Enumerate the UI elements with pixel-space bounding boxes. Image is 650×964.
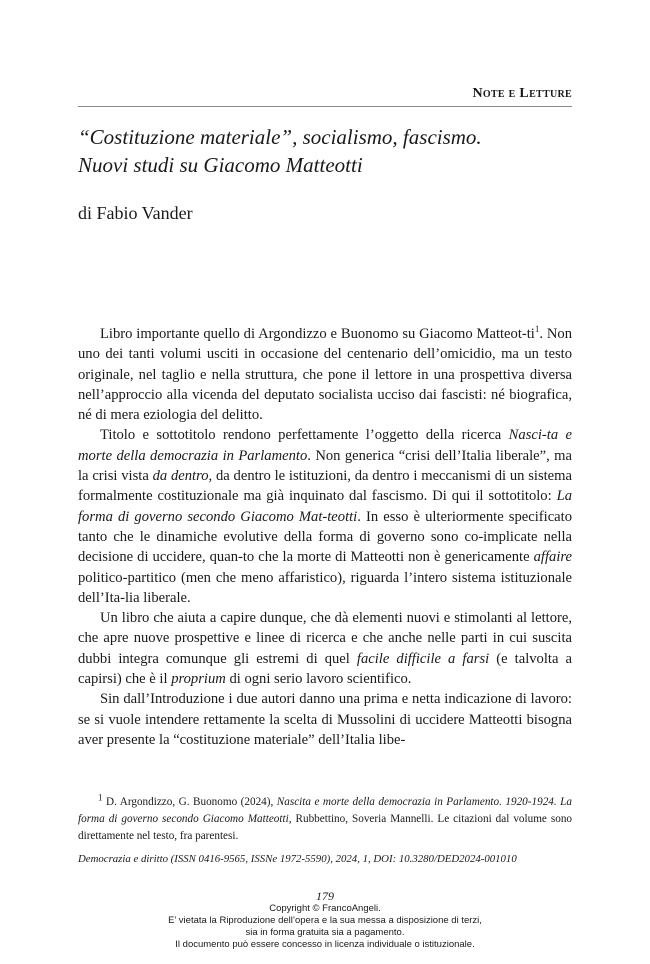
p1-text-a: Libro importante quello di Argondizzo e Buonomo su Giacomo Matteot-ti: [100, 326, 535, 342]
p2-italic-da-dentro: da dentro: [152, 468, 209, 485]
paragraph-3: [78, 608, 572, 689]
copyright-notice: [0, 903, 650, 951]
footnote-text-b: , Rubbettino, Soveria Mannelli. Le citazioni dal volume sono direttamente nel testo, fra parentesi.: [78, 813, 573, 842]
p3-text-b: (e talvolta a capirsi) che è il: [78, 650, 572, 688]
p2-text-c: , da dentro le istituzioni, da dentro i meccanismi di un sistema formalmente costituzionale ma già inquinato dal fascismo. Di qui il sottotitolo:: [78, 468, 572, 505]
section-header: Note e Letture: [472, 86, 572, 101]
p3-italic-proprium: proprium: [171, 671, 226, 688]
copyright-line-4: Il documento può essere concesso in licenza individuale o istituzionale.: [175, 939, 475, 950]
footnote: [78, 794, 572, 845]
p3-text-c: di ogni serio lavoro scientifico.: [225, 671, 412, 688]
copyright-line-1: Copyright © FrancoAngeli.: [269, 903, 381, 914]
footnote-number: 1: [98, 792, 103, 803]
p3-italic-facile: facile difficile a farsi: [356, 650, 490, 667]
footnote-text-a: D. Argondizzo, G. Buonomo (2024),: [106, 796, 277, 808]
article-body: [78, 324, 572, 750]
copyright-line-2: E’ vietata la Riproduzione dell’opera e la sua messa a disposizione di terzi,: [168, 915, 482, 926]
p2-italic-affaire: affaire: [533, 549, 572, 566]
footnote-book-title: Nascita e morte della democrazia in Parlamento. 1920-1924. La forma di governo secondo Giacomo Matteotti: [78, 796, 572, 825]
paragraph-1: [78, 324, 572, 425]
paragraph-4: Sin dall’Introduzione i due autori danno una prima e netta indicazione di lavoro: se si vuole intendere rettamente la scelta di Mussolini di uccidere Matteotti bisogna aver presente la “costituzione materiale” dell’Italia libe-: [78, 691, 572, 748]
page-number: 179: [316, 889, 334, 903]
copyright-line-3: sia in forma gratuita sia a pagamento.: [245, 927, 405, 938]
p2-text-a: Titolo e sottotitolo rendono perfettamente l’oggetto della ricerca: [100, 427, 509, 444]
header-divider: [78, 106, 572, 107]
title-line-1: “Costituzione materiale”, socialismo, fascismo.: [78, 125, 482, 149]
paragraph-2: [78, 425, 572, 608]
p2-text-b: . Non generica “crisi dell’Italia liberale”, ma la crisi vista: [78, 447, 572, 485]
title-line-2: Nuovi studi su Giacomo Matteotti: [78, 153, 363, 177]
p2-text-d: . In esso è ulteriormente specificato tanto che le dinamiche evolutive della forma di governo sono co-implicate nella decisione di uccidere, quan-to che la morte di Matteotti non è genericamente: [78, 508, 572, 566]
p1-text-b: . Non uno dei tanti volumi usciti in occasione del centenario dell’omicidio, ma un testo originale, nel taglio e nella struttura, che pone il lettore in una prospettiva diversa nell’approccio alla vicenda del deputato socialista ucciso dai fascisti: né biografica, né di mera eziologia del delitto.: [78, 326, 572, 424]
p3-text-a: Un libro che aiuta a capire dunque, che dà elementi nuovi e stimolanti al lettore, che apre nuove prospettive e linee di ricerca e che anche nelle parti in cui suscita dubbi integra comunque gli estremi di quel: [78, 610, 572, 667]
p2-text-e: politico-partitico (men che meno affaristico), riguarda l’intero sistema istituzionale dell’Ita-lia liberale.: [78, 569, 572, 606]
article-author: di Fabio Vander: [78, 203, 193, 223]
footnote-ref[interactable]: 1: [534, 324, 540, 335]
p2-italic-title: Nasci-ta e morte della democrazia in Parlamento: [78, 427, 572, 464]
journal-citation: Democrazia e diritto (ISSN 0416-9565, ISSNe 1972-5590), 2024, 1, DOI: 10.3280/DED2024-001010: [78, 853, 517, 865]
article-title: [78, 123, 578, 179]
p2-italic-subtitle: La forma di governo secondo Giacomo Mat-teotti: [78, 488, 572, 525]
